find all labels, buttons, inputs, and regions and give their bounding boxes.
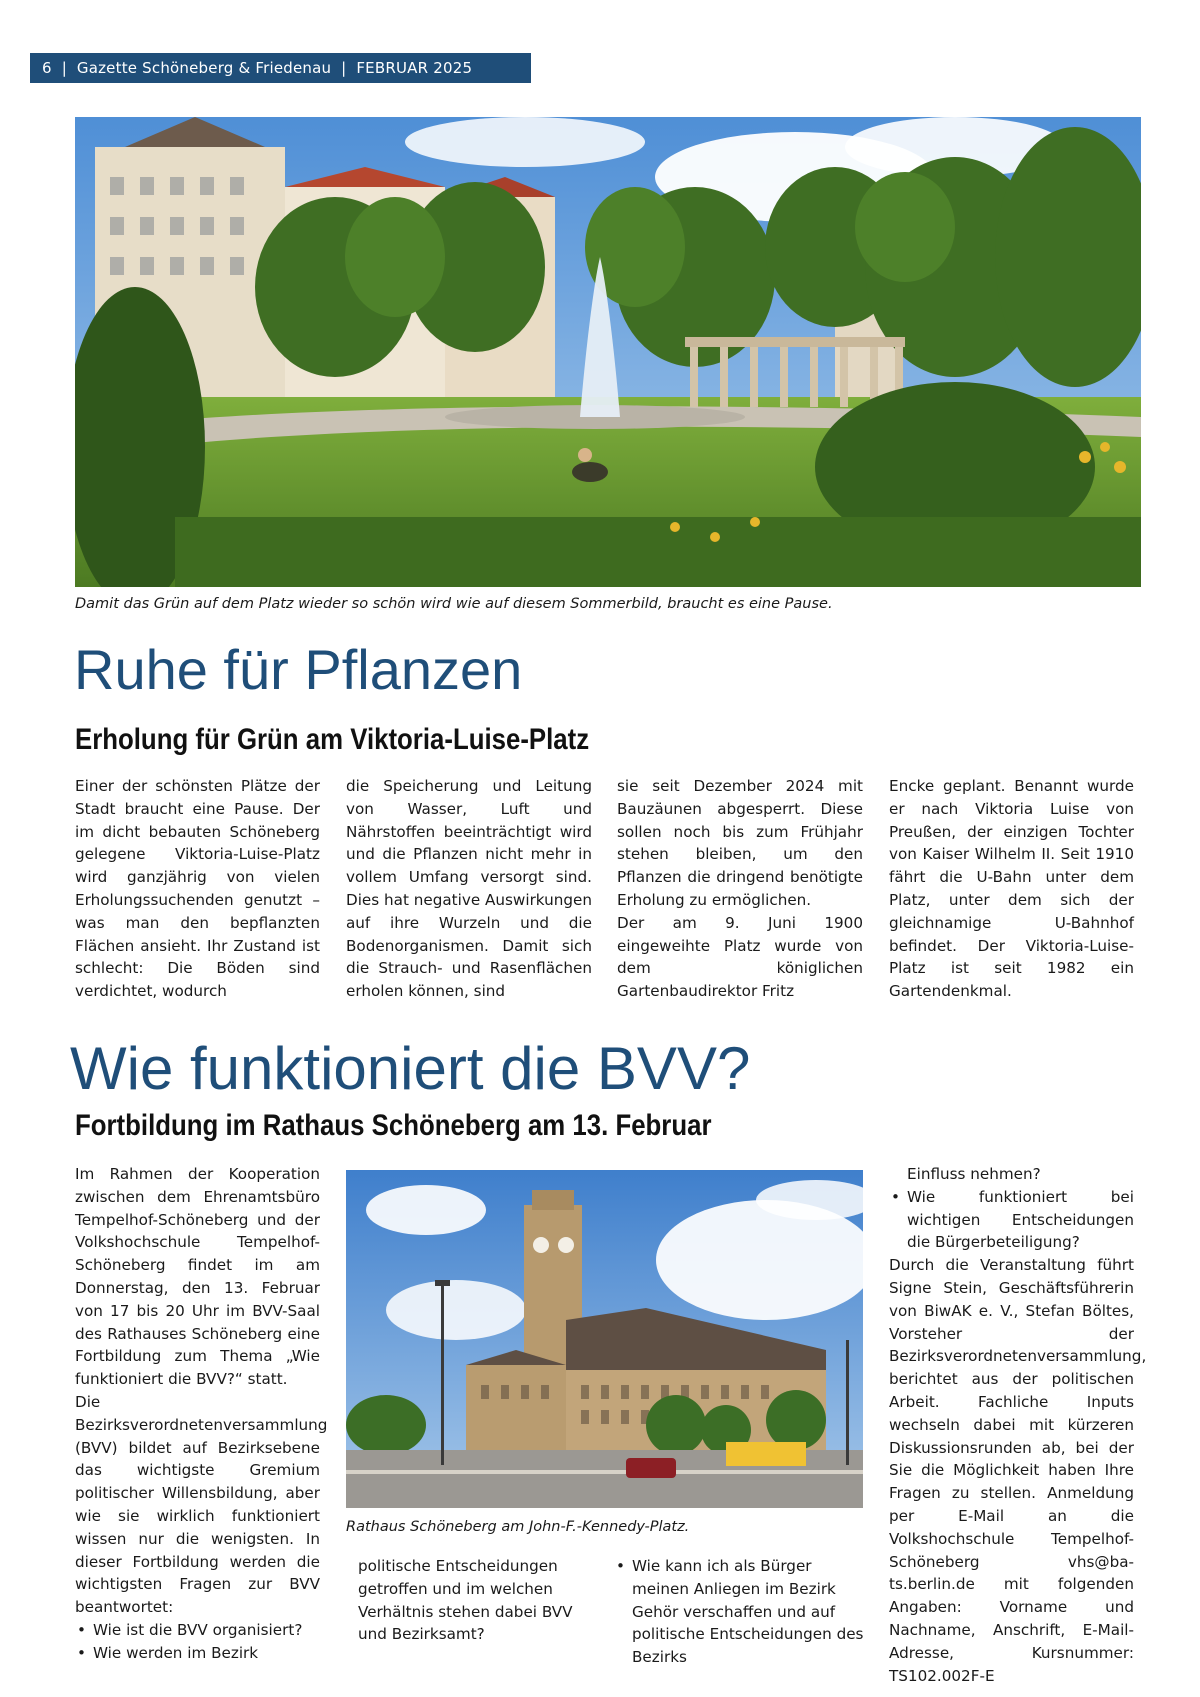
publication-name: Gazette Schöneberg & Friedenau	[76, 59, 332, 77]
article2-headline: Wie funktioniert die BVV?	[70, 1035, 751, 1102]
header-separator: |	[61, 59, 67, 77]
article1-paragraph: die Speicherung und Leitung von Wasser, Luft und Nährstoffen beeinträchtigt wird und die Pflanzen nicht mehr in vollem Umfang versorgt sind. Dies hat negative Auswirkungen auf ihre Wurzeln und die Bodenorganismen. Damit sich die Strauch- und Rasenflächen erholen können, sind	[346, 777, 592, 1001]
list-item: • Wie funktioniert bei wichtigen Entscheidungen die Bürgerbeteiligung?	[889, 1186, 1134, 1254]
header-separator: |	[341, 59, 347, 77]
issue-date: FEBRUAR 2025	[356, 59, 473, 77]
article2-column-1	[75, 1163, 328, 1665]
article2-column-3	[614, 1555, 864, 1669]
article1-column-1	[75, 775, 320, 1003]
article2-column-2	[358, 1555, 578, 1646]
article1-column-2	[346, 775, 592, 1003]
town-hall-photo-caption: Rathaus Schöneberg am John-F.-Kennedy-Platz.	[346, 1519, 690, 1535]
park-photo	[75, 117, 1141, 587]
town-hall-photo	[346, 1170, 863, 1508]
article1-subheadline: Erholung für Grün am Viktoria-Luise-Platz	[75, 723, 590, 756]
question-list	[614, 1555, 864, 1669]
article2-paragraph: Im Rahmen der Kooperation zwischen dem Ehrenamtsbüro Tempelhof-Schöneberg und der Volkshochschule Tempelhof-Schöneberg findet im am Donnerstag, den 13. Februar von 17 bis 20 Uhr im BVV-Saal des Rathauses Schöneberg eine Fortbildung zum Thema „Wie funktioniert die BVV?“ statt.	[75, 1165, 320, 1389]
article2-paragraph: Durch die Veranstaltung führt Signe Stein, Geschäftsführerin von BiwAK e. V., Stefan Böltes, Vorsteher der Bezirksverordnetenversammlung, berichtet aus der politischen Arbeit. Fachliche Inputs wechseln dabei mit kürzeren Diskussionsrunden ab, bei der Sie die Möglichkeit haben Ihre Fragen zu stellen. Anmeldung per E-Mail an die Volkshochschule Tempelhof-Schöneberg vhs@ba-ts.berlin.de mit folgenden Angaben: Vorname und Nachname, Anschrift, E-Mail-Adresse, Kursnummer: TS102.002F-E	[889, 1256, 1147, 1685]
list-item: • Wie werden im Bezirk	[75, 1642, 320, 1665]
list-item: • Wie ist die BVV organisiert?	[75, 1619, 320, 1642]
article2-paragraph: Die Bezirksverordnetenversammlung (BVV) bildet auf Bezirksebene das wichtigste Gremium politischer Willensbildung, aber wie sie wirklich funktioniert wissen nur die wenigsten. In dieser Fortbildung werden die wichtigsten Fragen zur BVV beantwortet:	[75, 1392, 328, 1617]
article1-column-4	[889, 775, 1134, 1003]
page-number: 6	[42, 59, 52, 77]
article1-paragraph: Der am 9. Juni 1900 eingeweihte Platz wurde von dem königlichen Gartenbaudirektor Fritz	[617, 913, 863, 1001]
park-photo-caption: Damit das Grün auf dem Platz wieder so schön wird wie auf diesem Sommerbild, braucht es eine Pause.	[75, 596, 833, 612]
article1-column-3	[617, 775, 863, 1003]
article1-paragraph: Einer der schönsten Plätze der Stadt braucht eine Pause. Der im dicht bebauten Schöneberg gelegene Viktoria-Luise-Platz wird ganzjährig von vielen Erholungssuchenden genutzt – was man den bepflanzten Flächen ansieht. Ihr Zustand ist schlecht: Die Böden sind verdichtet, wodurch	[75, 777, 320, 1001]
question-list	[889, 1186, 1134, 1254]
list-item: • Wie kann ich als Bürger meinen Anliegen im Bezirk Gehör verschaffen und auf politische Entscheidungen des Bezirks	[614, 1555, 864, 1669]
article2-paragraph: politische Entscheidungen getroffen und im welchen Verhältnis stehen dabei BVV und Bezirksamt?	[358, 1557, 573, 1644]
article2-paragraph: Einfluss nehmen?	[907, 1165, 1041, 1183]
article1-paragraph: sie seit Dezember 2024 mit Bauzäunen abgesperrt. Diese sollen noch bis zum Frühjahr stehen bleiben, um den Pflanzen die dringend benötigte Erholung zu ermöglichen.	[617, 777, 863, 909]
question-list	[75, 1619, 320, 1665]
article1-paragraph: Encke geplant. Benannt wurde er nach Viktoria Luise von Preußen, der einzigen Tochter von Kaiser Wilhelm II. Seit 1910 fährt die U-Bahn unter dem Platz, unter dem sich der gleichnamige U-Bahnhof befindet. Der Viktoria-Luise-Platz ist seit 1982 ein Gartendenkmal.	[889, 777, 1134, 1001]
article1-headline: Ruhe für Pflanzen	[74, 638, 523, 701]
article2-subheadline: Fortbildung im Rathaus Schöneberg am 13. Februar	[75, 1109, 712, 1142]
page-header-bar	[30, 53, 531, 83]
article2-column-4	[889, 1163, 1147, 1687]
